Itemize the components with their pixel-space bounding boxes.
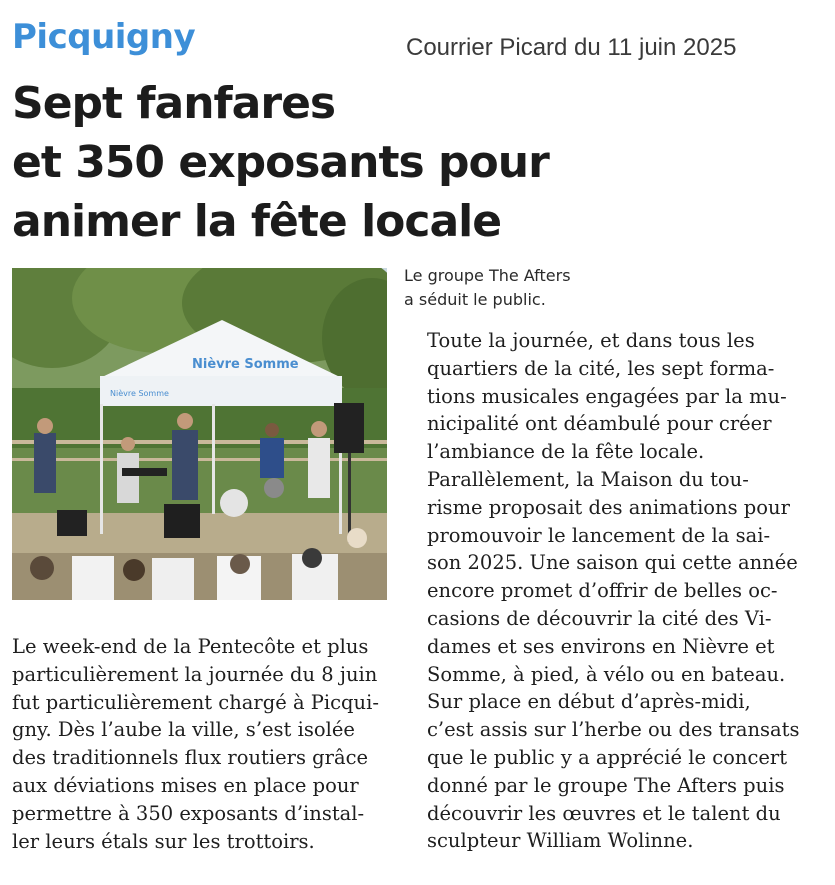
article-line: encore promet d’offrir de belles oc-: [427, 579, 778, 603]
tent-side-text: Nièvre Somme: [110, 389, 169, 398]
concert-photo: [12, 268, 387, 600]
caption-line: a séduit le public.: [404, 290, 546, 309]
headline-line: animer la fête locale: [12, 196, 502, 247]
article-line: découvrir les œuvres et le talent du: [427, 801, 781, 825]
article-line: Toute la journée, et dans tous les: [427, 329, 755, 352]
article-line: particulièrement la journée du 8 juin: [12, 662, 378, 686]
article-line: quartiers de la cité, les sept forma-: [427, 356, 775, 380]
article-line: dames et ses environs en Nièvre et: [427, 634, 775, 658]
article-line: ler leurs étals sur les trottoirs.: [12, 829, 315, 853]
article-line: casions de découvrir la cité des Vi-: [427, 606, 772, 630]
article-line: c’est assis sur l’herbe ou des transats: [427, 718, 800, 742]
headline-line: Sept fanfares: [12, 78, 336, 129]
article-column-right: [427, 327, 803, 855]
article-line: Parallèlement, la Maison du tou-: [427, 467, 749, 491]
headline-line: et 350 exposants pour: [12, 137, 549, 188]
article-line: l’ambiance de la fête locale.: [427, 440, 705, 464]
photo-caption: [404, 264, 804, 312]
article-line: sculpteur William Wolinne.: [427, 829, 694, 853]
article-line: que le public y a apprécié le concert: [427, 745, 788, 769]
article-line: permettre à 350 exposants d’instal-: [12, 801, 365, 825]
article-line: promouvoir le lancement de la sai-: [427, 523, 771, 547]
article-line: risme proposait des animations pour: [427, 495, 790, 519]
tent-banner-text: Nièvre Somme: [192, 357, 299, 372]
article-line: Somme, à pied, à vélo ou en bateau.: [427, 662, 786, 686]
article-line: donné par le groupe The Afters puis: [427, 773, 785, 797]
caption-line: Le groupe The Afters: [404, 266, 571, 285]
article-line: Le week-end de la Pentecôte et plus: [12, 635, 369, 658]
article-line: son 2025. Une saison qui cette année: [427, 551, 798, 575]
article-line: aux déviations mises en place pour: [12, 773, 359, 797]
article-line: Sur place en début d’après-midi,: [427, 690, 751, 714]
concert-photo-illustration: [12, 268, 387, 600]
section-kicker: Picquigny: [12, 17, 196, 57]
article-line: tions musicales engagées par la mu-: [427, 384, 787, 408]
article-line: nicipalité ont déambulé pour créer: [427, 412, 772, 436]
article-line: des traditionnels flux routiers grâce: [12, 746, 369, 770]
article-column-left: [12, 633, 388, 855]
article-line: gny. Dès l’aube la ville, s’est isolée: [12, 718, 355, 742]
article-headline: [12, 74, 822, 251]
source-credit: Courrier Picard du 11 juin 2025: [406, 34, 737, 61]
article-line: fut particulièrement chargé à Picqui-: [12, 690, 379, 714]
